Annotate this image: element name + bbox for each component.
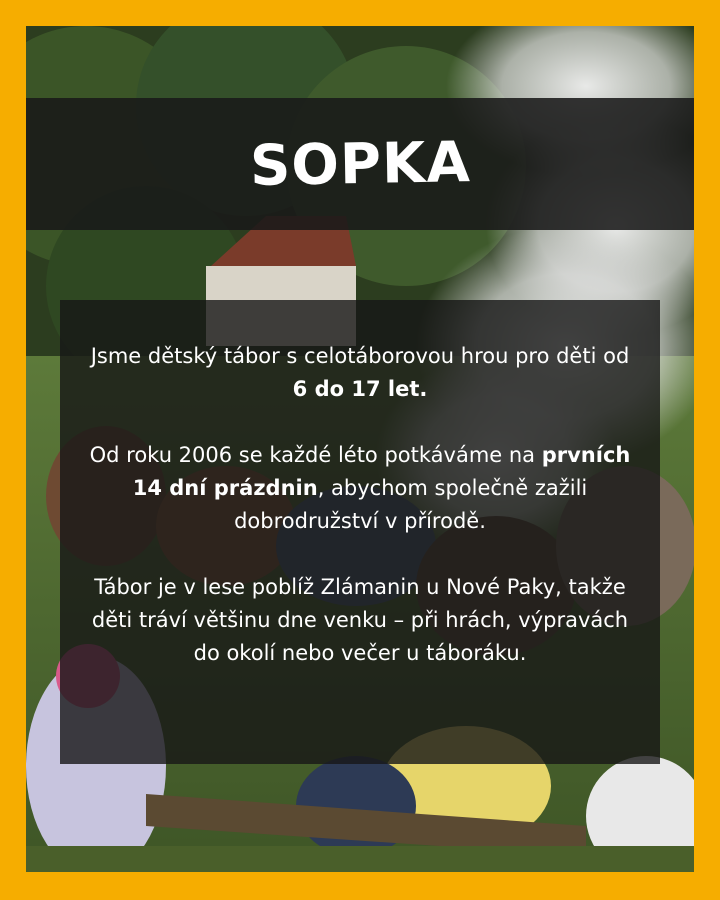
dates-highlight: prvních 14 dní prázdnin — [132, 443, 631, 500]
paragraph-2-text: Od roku 2006 se každé léto potkáváme na — [89, 443, 542, 467]
intro-paragraph-1 — [88, 340, 632, 406]
age-range-highlight: 6 do 17 let. — [292, 377, 428, 401]
intro-text-box — [60, 300, 660, 764]
photo-frame — [26, 26, 694, 872]
page-title: SOPKA — [249, 129, 471, 199]
intro-paragraph-3: Tábor je v lese poblíž Zlámanin u Nové Paky, takže děti tráví většinu dne venku – při hrách, výpravách do okolí nebo večer u táboráku. — [91, 575, 629, 665]
paragraph-2-text-end: , abychom společně zažili dobrodružství v přírodě. — [234, 476, 588, 533]
paragraph-1-text: Jsme dětský tábor s celotáborovou hrou pro děti od — [90, 344, 630, 368]
intro-paragraph-2 — [88, 439, 632, 538]
title-banner — [26, 98, 694, 230]
